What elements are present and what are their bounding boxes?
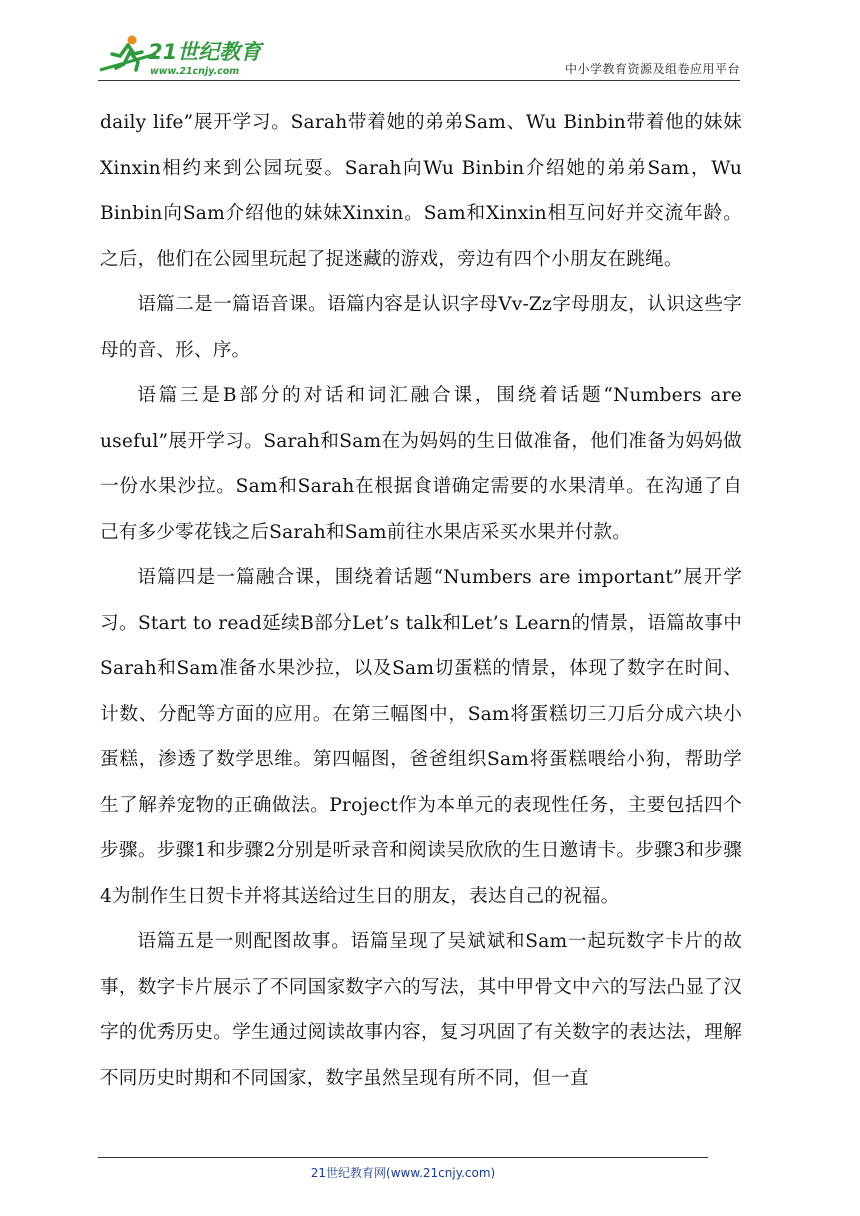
paragraph-text-three: 语篇三是B部分的对话和词汇融合课，围绕着话题“Numbers are useful”展开学习。Sarah和Sam在为妈妈的生日做准备，他们准备为妈妈做一份水果沙拉。Sam和Sarah在根据食谱确定需要的水果清单。在沟通了自己有多少零花钱之后Sarah和Sam前往水果店采买水果并付款。	[100, 385, 742, 543]
page-header	[98, 32, 740, 80]
logo-wordmark: 21世纪教育	[148, 40, 262, 64]
document-body	[100, 100, 742, 1101]
paragraph-continuation: daily life”展开学习。Sarah带着她的弟弟Sam、Wu Binbin带着他的妹妹Xinxin相约来到公园玩耍。Sarah向Wu Binbin介绍她的弟弟Sam，Wu Binbin向Sam介绍他的妹妹Xinxin。Sam和Xinxin相互问好并交流年龄。之后，他们在公园里玩起了捉迷藏的游戏，旁边有四个小朋友在跳绳。	[100, 112, 742, 270]
runner-logo-icon	[98, 32, 268, 78]
paragraph-text-four: 语篇四是一篇融合课，围绕着话题“Numbers are important”展开学习。Start to read延续B部分Let’s talk和Let’s Learn的情景，语篇故事中Sarah和Sam准备水果沙拉，以及Sam切蛋糕的情景，体现了数字在时间、计数、分配等方面的应用。在第三幅图中，Sam将蛋糕切三刀后分成六块小蛋糕，渗透了数学思维。第四幅图，爸爸组织Sam将蛋糕喂给小狗，帮助学生了解养宠物的正确做法。Project作为本单元的表现性任务，主要包括四个步骤。步骤1和步骤2分别是听录音和阅读吴欣欣的生日邀请卡。步骤3和步骤4为制作生日贺卡并将其送给过生日的朋友，表达自己的祝福。	[100, 567, 742, 907]
paragraph-text-five: 语篇五是一则配图故事。语篇呈现了吴斌斌和Sam一起玩数字卡片的故事，数字卡片展示了不同国家数字六的写法，其中甲骨文中六的写法凸显了汉字的优秀历史。学生通过阅读故事内容，复习巩固了有关数字的表达法，理解不同历史时期和不同国家，数字虽然呈现有所不同，但一直	[100, 931, 742, 1089]
footer-divider	[98, 1157, 708, 1158]
footer-link[interactable]: 21世纪教育网(www.21cnjy.com)	[310, 1166, 496, 1180]
site-logo[interactable]	[98, 32, 268, 78]
paragraph-text-two: 语篇二是一篇语音课。语篇内容是认识字母Vv-Zz字母朋友，认识这些字母的音、形、序。	[100, 294, 742, 361]
platform-name: 中小学教育资源及组卷应用平台	[564, 62, 740, 76]
header-divider	[98, 80, 740, 81]
logo-url: www.21cnjy.com	[150, 66, 240, 77]
